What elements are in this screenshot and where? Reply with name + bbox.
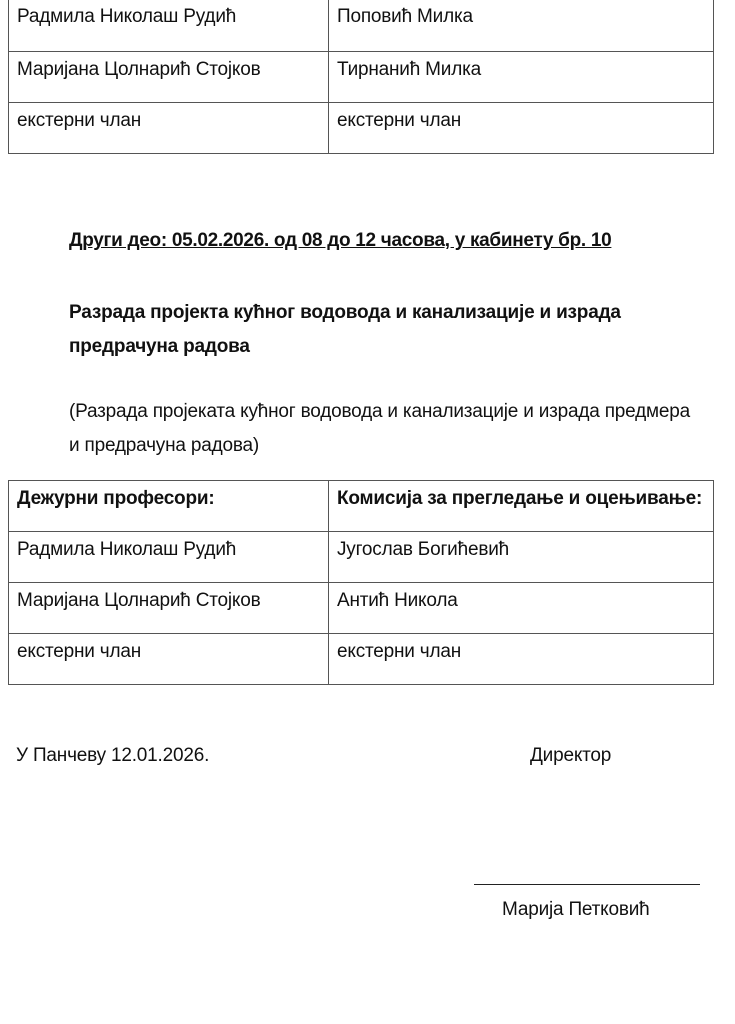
table-cell	[329, 51, 714, 102]
place-and-date: У Панчеву 12.01.2026.	[16, 745, 210, 766]
header-text: Комисија за прегледање и оцењивање:	[337, 488, 703, 509]
cell-text: Антић Никола	[337, 590, 458, 611]
cell-text: екстерни члан	[17, 641, 142, 662]
table-row	[9, 532, 714, 583]
table-row	[9, 102, 714, 153]
signature-line	[474, 884, 700, 885]
table-row	[9, 0, 714, 51]
table-cell	[9, 0, 329, 51]
subject-line: Разрада пројекта кућног водовода и канализације и израда	[69, 302, 621, 323]
table-row	[9, 634, 714, 685]
table-header-cell	[329, 481, 714, 532]
exam-description	[69, 395, 719, 463]
cell-text: Поповић Милка	[337, 6, 473, 27]
table-cell	[9, 634, 329, 685]
table-cell	[9, 532, 329, 583]
table-header-cell	[9, 481, 329, 532]
subject-line: предрачуна радова	[69, 336, 250, 357]
table-cell	[9, 102, 329, 153]
director-title: Директор	[530, 745, 612, 766]
cell-text: екстерни члан	[337, 109, 462, 131]
header-text: Дежурни професори:	[17, 488, 215, 509]
table-row	[9, 583, 714, 634]
exam-subject	[69, 296, 689, 364]
table-cell	[329, 634, 714, 685]
description-line: и предрачуна радова)	[69, 435, 259, 456]
description-line: (Разрада пројеката кућног водовода и канализације и израда предмера	[69, 401, 690, 422]
table-cell	[329, 532, 714, 583]
table-cell	[329, 102, 714, 153]
top-table	[8, 0, 714, 154]
cell-text: Радмила Николаш Рудић	[17, 539, 237, 560]
table-cell	[9, 583, 329, 634]
cell-text: екстерни члан	[17, 109, 142, 131]
table-cell	[329, 583, 714, 634]
cell-text: Радмила Николаш Рудић	[17, 6, 237, 27]
second-part-heading: Други део: 05.02.2026. од 08 до 12 часова, у кабинету бр. 10	[69, 230, 612, 251]
bottom-table	[8, 480, 714, 685]
cell-text: Маријана Цолнарић Стојков	[17, 590, 261, 611]
table-cell	[329, 0, 714, 51]
director-name: Марија Петковић	[502, 899, 650, 920]
cell-text: Тирнанић Милка	[337, 58, 481, 80]
cell-text: Маријана Цолнарић Стојков	[17, 58, 261, 80]
table-row	[9, 51, 714, 102]
table-cell	[9, 51, 329, 102]
table-header-row	[9, 481, 714, 532]
cell-text: Југослав Богићевић	[337, 539, 509, 560]
cell-text: екстерни члан	[337, 641, 462, 662]
